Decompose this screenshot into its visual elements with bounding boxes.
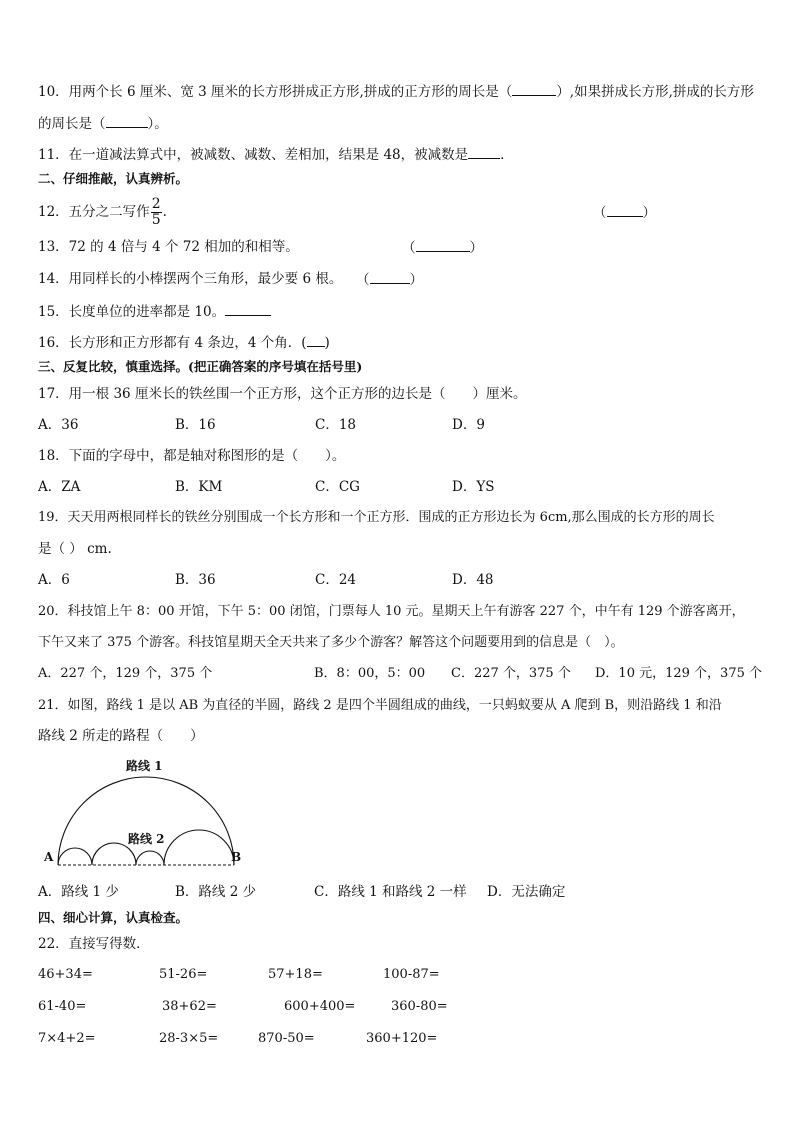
q18-option-b[interactable]: B．KM — [175, 479, 223, 495]
calc-item: 600+400= — [284, 999, 356, 1014]
question-18: 18．下面的字母中，都是轴对称图形的是（ ）。 — [38, 448, 346, 464]
q20-option-a[interactable]: A．227 个，129 个，375 个 — [38, 666, 213, 681]
question-12: 12．五分之二写作 $\frac{2}{5}$ . — [38, 196, 167, 228]
question-10-line-1: 10．用两个长 6 厘米、宽 3 厘米的长方形拼成正方形,拼成的正方形的周长是（ ）,如果拼成长方形,拼成的长方形 — [38, 84, 754, 100]
q21-option-b[interactable]: B．路线 2 少 — [175, 884, 257, 900]
q18-option-c[interactable]: C．CG — [315, 479, 360, 495]
route-2-arc-1 — [58, 848, 92, 865]
question-16: 16．长方形和正方形都有 4 条边，4 个角．( ) — [38, 335, 330, 351]
q20-option-b[interactable]: B．8：00，5：00 — [314, 666, 426, 681]
q17-option-a[interactable]: A．36 — [38, 417, 79, 433]
calc-item: 46+34= — [38, 967, 93, 982]
question-17: 17．用一根 36 厘米长的铁丝围一个正方形，这个正方形的边长是（ ）厘米。 — [38, 386, 527, 402]
route-2-arc-3 — [136, 851, 164, 865]
answer-blank[interactable] — [512, 82, 556, 96]
question-15: 15．长度单位的进率都是 10。 — [38, 302, 271, 321]
calc-item: 7×4+2= — [38, 1031, 96, 1046]
q20-option-c[interactable]: C．227 个，375 个 — [451, 666, 571, 681]
q19-option-a[interactable]: A．6 — [38, 572, 70, 588]
question-21-line-2: 路线 2 所走的路程（ ） — [38, 728, 204, 744]
calc-item: 870-50= — [258, 1031, 315, 1046]
question-19-line-2: 是（ ） cm. — [38, 541, 112, 557]
answer-blank[interactable] — [607, 203, 643, 217]
q17-option-d[interactable]: D．9 — [452, 417, 485, 433]
route-1-label: 路线 1 — [126, 759, 163, 773]
route-figure — [36, 752, 256, 876]
q17-option-c[interactable]: C．18 — [315, 417, 357, 433]
question-10-line-2: 的周长是（ ）。 — [38, 116, 168, 132]
q20-option-d[interactable]: D．10 元，129 个，375 个 — [595, 666, 762, 681]
section-3-title: 三、反复比较，慎重选择。(把正确答案的序号填在括号里) — [38, 359, 363, 374]
answer-blank[interactable] — [416, 238, 470, 252]
fraction-denominator: 5 — [151, 212, 161, 228]
calc-item: 100-87= — [383, 967, 440, 982]
question-20-line-1: 20．科技馆上午 8：00 开馆，下午 5：00 闭馆，门票每人 10 元。星期天上午有游客 227 个，中午有 129 个游客离开， — [38, 604, 745, 619]
calc-item: 57+18= — [268, 967, 323, 982]
fraction-numerator: 2 — [151, 196, 161, 212]
question-13: 13．72 的 4 倍与 4 个 72 相加的和相等。 — [38, 239, 299, 255]
question-14-answer: （ ） — [356, 272, 423, 288]
question-14: 14．用同样长的小棒摆两个三角形，最少要 6 根。 — [38, 271, 343, 287]
answer-blank[interactable] — [370, 270, 410, 284]
question-19-line-1: 19．天天用两根同样长的铁丝分别围成一个长方形和一个正方形．围成的正方形边长为 6cm,那么围成的长方形的周长 — [38, 510, 715, 525]
calc-item: 61-40= — [38, 999, 87, 1014]
question-11: 11．在一道减法算式中，被减数、减数、差相加，结果是 48，被减数是 . — [38, 147, 505, 163]
route-2-arc-2 — [92, 843, 136, 865]
q18-option-d[interactable]: D．YS — [452, 479, 495, 495]
calc-item: 360-80= — [391, 999, 448, 1014]
answer-blank[interactable] — [468, 145, 500, 159]
q21-option-d[interactable]: D．无法确定 — [487, 884, 566, 900]
fraction-two-fifths — [151, 197, 162, 228]
question-22: 22．直接写得数． — [38, 936, 150, 952]
question-13-answer: （ ） — [402, 240, 483, 256]
section-2-title: 二、仔细推敲，认真辨析。 — [38, 171, 189, 186]
q19-option-c[interactable]: C．24 — [315, 572, 357, 588]
route-2-label: 路线 2 — [128, 832, 165, 846]
q17-option-b[interactable]: B．16 — [175, 417, 216, 433]
q19-option-b[interactable]: B．36 — [175, 572, 216, 588]
section-4-title: 四、细心计算，认真检查。 — [38, 910, 189, 925]
route-2-arc-4 — [164, 830, 234, 865]
question-12-answer: （ ） — [593, 205, 656, 221]
q18-option-a[interactable]: A．ZA — [38, 479, 81, 495]
calc-item: 51-26= — [159, 967, 208, 982]
question-21-line-1: 21．如图，路线 1 是以 AB 为直径的半圆，路线 2 是四个半圆组成的曲线，一只蚂蚁要从 A 爬到 B，则沿路线 1 和沿 — [38, 698, 722, 713]
q21-option-c[interactable]: C．路线 1 和路线 2 一样 — [314, 884, 467, 900]
q19-option-d[interactable]: D．48 — [452, 572, 494, 588]
answer-blank[interactable] — [106, 114, 148, 128]
calc-item: 28-3×5= — [159, 1031, 219, 1046]
calc-item: 360+120= — [366, 1031, 438, 1046]
point-a-label: A — [44, 850, 54, 864]
question-20-line-2: 下午又来了 375 个游客。科技馆星期天全天共来了多少个游客？解答这个问题要用到的信息是（ ）。 — [38, 635, 624, 650]
answer-blank[interactable] — [307, 333, 325, 347]
answer-blank[interactable] — [225, 302, 271, 316]
calc-item: 38+62= — [162, 999, 217, 1014]
q21-option-a[interactable]: A．路线 1 少 — [38, 884, 119, 900]
point-b-label: B — [231, 850, 242, 864]
